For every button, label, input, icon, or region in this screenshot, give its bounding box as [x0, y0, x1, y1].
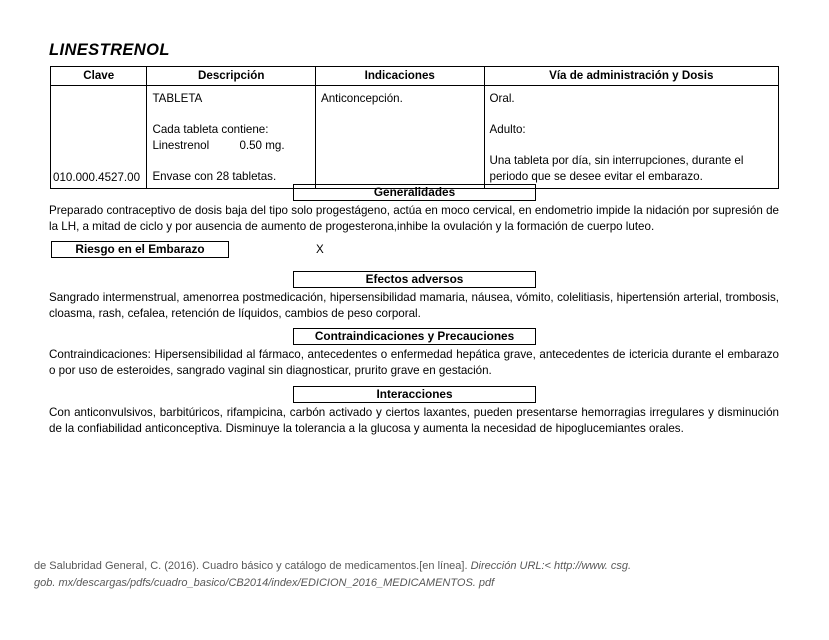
spacer [152, 107, 310, 123]
section-body-interacciones: Con anticonvulsivos, barbitúricos, rifampicina, carbón activado y ciertos laxantes, pueden presentarse hemorragias irregulares y disminución de la confiabilidad anticonceptiva. Disminuye la tolerancia a la glucosa y aumenta la necesidad de hipoglucemiantes orales. [49, 406, 779, 435]
cell-descripcion [147, 86, 316, 189]
via-posology: Una tableta por día, sin interrupciones, durante el periodo que se desee evitar el embarazo. [489, 154, 744, 183]
descripcion-dose: 0.50 mg. [239, 138, 285, 152]
descripcion-ingredient: Linestrenol [152, 138, 210, 152]
descripcion-package: Envase con 28 tabletas. [152, 169, 277, 183]
table-row [51, 86, 779, 189]
descripcion-contains-label: Cada tableta contiene: [152, 123, 269, 136]
cell-clave [51, 86, 147, 189]
riesgo-embarazo-value: X [316, 243, 324, 256]
section-body-generalidades: Preparado contraceptivo de dosis baja del tipo solo progestágeno, actúa en moco cervical, en endometrio impide la nidación por supresión de la LH, a mitad de ciclo y por ausencia de aumento de progesterona,inhibe la ovulación y la formación de cuerpo luteo. [49, 204, 779, 233]
section-body-contraindicaciones: Contraindicaciones: Hipersensibilidad al fármaco, antecedentes o enfermedad hepática grave, antecedentes de ictericia durante el embarazo o por uso de esteroides, sangrado vaginal sin diagnosticar, prurito grave en gestación. [49, 348, 779, 377]
via-patient: Adulto: [489, 123, 526, 136]
column-header-indicaciones: Indicaciones [315, 67, 484, 86]
spacer [490, 138, 773, 154]
cell-via [484, 86, 778, 189]
clave-code: 010.000.4527.00 [53, 170, 141, 184]
column-header-descripcion: Descripción [147, 67, 316, 86]
drug-title: LINESTRENOL [49, 41, 170, 59]
spacer [490, 107, 773, 123]
section-body-efectos-adversos: Sangrado intermenstrual, amenorrea postmedicación, hipersensibilidad mamaria, náusea, vómito, colelitiasis, hipertensión arterial, trombosis, cloasma, rash, cefalea, retención de líquidos, cambios de peso corporal. [49, 291, 779, 320]
table-header-row [51, 67, 779, 86]
section-header-riesgo-embarazo: Riesgo en el Embarazo [51, 241, 229, 258]
section-header-contraindicaciones: Contraindicaciones y Precauciones [293, 328, 536, 345]
descripcion-form: TABLETA [152, 92, 203, 105]
via-route: Oral. [489, 92, 515, 105]
footer-citation-plain: de Salubridad General, C. (2016). Cuadro básico y catálogo de medicamentos.[en línea]. [34, 560, 471, 572]
footer-citation [34, 558, 654, 592]
cell-indicaciones: Anticoncepción. [315, 86, 484, 189]
footer-citation-url: Dirección URL:< http://www. csg. gob. mx/descargas/pdfs/cuadro_basico/CB2014/index/EDICION_2016_MEDICAMENTOS. pdf [34, 560, 632, 589]
section-header-generalidades: Generalidades [293, 184, 536, 201]
descripcion-ingredient-row [152, 138, 310, 154]
section-header-interacciones: Interacciones [293, 386, 536, 403]
column-header-via: Vía de administración y Dosis [484, 67, 778, 86]
medication-table [50, 66, 779, 189]
column-header-clave: Clave [51, 67, 147, 86]
dose-gap [209, 139, 239, 152]
spacer [152, 153, 310, 169]
section-header-efectos-adversos: Efectos adversos [293, 271, 536, 288]
